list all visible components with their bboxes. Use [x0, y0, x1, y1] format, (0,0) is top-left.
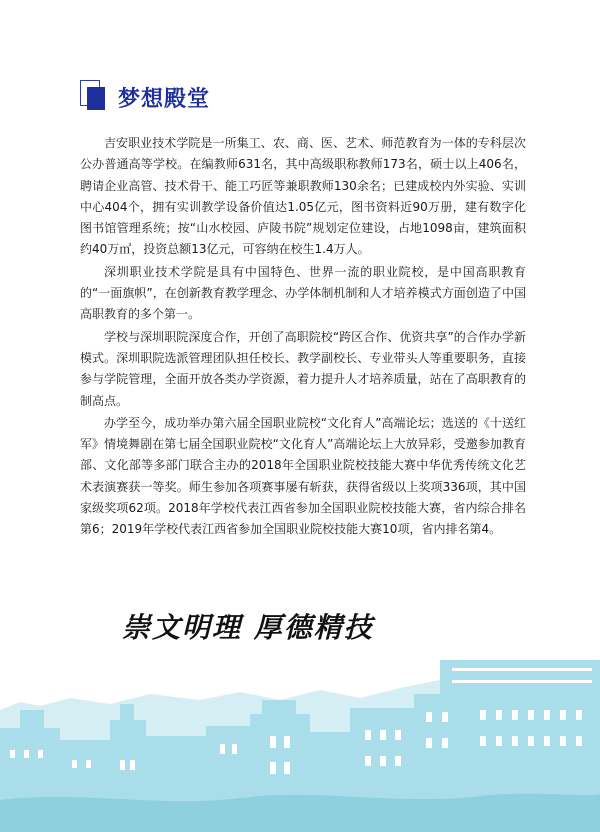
campus-skyline-illustration [0, 640, 600, 832]
paragraph-shenzhen: 深圳职业技术学院是具有中国特色、世界一流的职业院校，是中国高职教育的“一面旗帜”，在创新教育教学理念、办学体制机制和人才培养模式方面创造了中国高职教育的多个第一。 [80, 264, 526, 322]
paragraph-cooperation: 学校与深圳职院深度合作，开创了高职院校“跨区合作、优资共享”的合作办学新模式。深圳职院选派管理团队担任校长、教学副校长、专业带头人等重要职务，直接参与学院管理，全面开放各类办学资源，着力提升人才培养质量，站在了高职教育的制高点。 [80, 329, 526, 408]
paragraph-intro: 吉安职业技术学院是一所集工、农、商、医、艺术、师范教育为一体的专科层次公办普通高等学校。在编教师631名，其中高级职称教师173名，硕士以上406名，聘请企业高管、技术骨干、能工巧匠等兼职教师130余名；已建成校内外实验、实训中心404个，拥有实训教学设备价值达1.05亿元，图书资料近90万册，建有数字化图书馆管理系统；按“山水校园、庐陵书院”规划定位建设，占地1098亩，建筑面积约40万㎡，投资总额13亿元，可容纳在校生1.4万人。 [80, 136, 526, 257]
heading-square-icon [80, 80, 106, 110]
school-motto: 崇文明理 厚德精技 [122, 611, 374, 644]
page-title: 梦想殿堂 [118, 87, 211, 112]
body-text [80, 133, 526, 542]
paragraph-achievements: 办学至今，成功举办第六届全国职业院校“文化育人”高端论坛；选送的《十送红军》情境舞剧在第七届全国职业院校“文化育人”高端论坛上大放异彩，受邀参加教育部、文化部等多部门联合主办的2018年全国职业院校技能大赛中华优秀传统文化艺术表演赛获一等奖。师生参加各项赛事屡有斩获，获得省级以上奖项336项，其中国家级奖项62项。2018年学校代表江西省参加全国职业院校技能大赛，省内综合排名第6；2019年学校代表江西省参加全国职业院校技能大赛10项，省内排名第4。 [80, 415, 526, 537]
section-heading [80, 80, 380, 120]
